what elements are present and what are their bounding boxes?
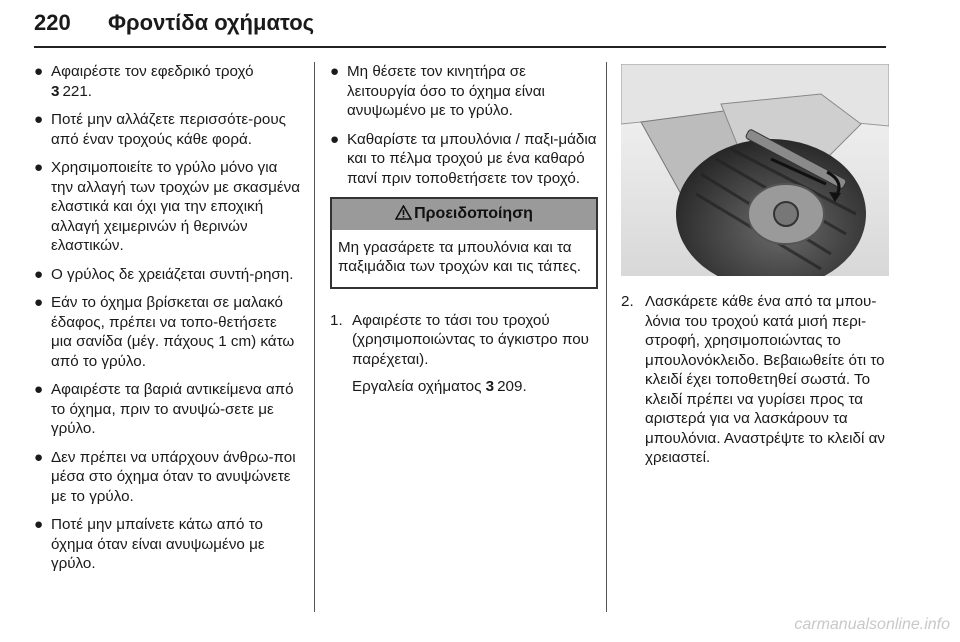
watermark: carmanualsonline.info — [794, 616, 950, 633]
bullet-icon: ● — [330, 63, 340, 80]
page-reference[interactable]: 221. — [62, 82, 93, 100]
bullet-icon: ● — [34, 448, 44, 466]
bullet-icon: ● — [34, 294, 44, 311]
list-item: ● Ποτέ μην μπαίνετε κάτω από το όχημα όταν είναι ανυψωμένο με γρύλο. — [34, 516, 265, 572]
bullet-icon: ● — [34, 111, 44, 128]
bullet-icon: ● — [330, 130, 340, 148]
warning-box — [330, 197, 598, 289]
warning-title: Προειδοποίηση — [414, 205, 533, 222]
column-3 — [621, 292, 889, 476]
column-1 — [34, 62, 300, 583]
wheel-bolt-illustration — [621, 64, 889, 276]
bullet-list — [330, 62, 598, 188]
page-reference[interactable]: 209. — [497, 378, 527, 395]
page-reference-arrow-icon: 3 — [51, 82, 60, 100]
step-number: 2. — [621, 293, 634, 310]
tools-reference: Εργαλεία οχήματος 3 209. — [352, 378, 527, 395]
bullet-icon: ● — [34, 265, 44, 283]
list-item: ● Ο γρύλος δε χρειάζεται συντή-ρηση. — [34, 265, 294, 283]
step-text: Αφαιρέστε το τάσι του τροχού (χρησιμοποιώντας το άγκιστρο που παρέχεται). — [352, 311, 589, 368]
page-title: Φροντίδα οχήματος — [108, 10, 315, 35]
warning-triangle-icon — [395, 205, 412, 220]
bullet-icon: ● — [34, 159, 44, 176]
step-item — [330, 311, 598, 370]
list-item: ● Μη θέσετε τον κινητήρα σε λειτουργία όσο το όχημα είναι ανυψωμένο με το γρύλο. — [330, 63, 545, 119]
list-item: ● Ποτέ μην αλλάζετε περισσότε-ρους από έναν τροχούς κάθε φορά. — [34, 111, 286, 148]
list-item: ● Δεν πρέπει να υπάρχουν άνθρω-ποι μέσα στο όχημα όταν το ανυψώνετε με το γρύλο. — [34, 448, 296, 505]
list-item: ● Καθαρίστε τα μπουλόνια / παξι-μάδια και το πέλμα τροχού με ένα καθαρό πανί πριν τοποθετήσετε τον τροχό. — [330, 130, 597, 187]
list-item: ● Εάν το όχημα βρίσκεται σε μαλακό έδαφος, πρέπει να τοπο-θετήσετε μια σανίδα (μέγ. πάχους 1 cm) κάτω από το γρύλο. — [34, 294, 295, 370]
warning-body: Μη γρασάρετε τα μπουλόνια και τα παξιμάδια των τροχών και τις τάπες. — [338, 238, 581, 275]
step-text: Λασκάρετε κάθε ένα από τα μπου-λόνια του τροχού κατά μισή περι-στροφή, χρησιμοποιώντας το μπουλονόκλειδο. Βεβαιωθείτε ότι το κλειδί έχει τοποθετηθεί σωστά. Το κλειδί πρέπει να γυρίσει προς τα αριστερά για να λασκάρουν τα μπουλόνια. Αναστρέψτε το κλειδί αν χρειαστεί. — [645, 293, 885, 466]
bullet-icon: ● — [34, 381, 44, 398]
list-item: ● Χρησιμοποιείτε το γρύλο μόνο για την αλλαγή των τροχών με σκασμένα ελαστικά και όχι για την εποχική αλλαγή χειμερινών ή θερινών ελαστικών. — [34, 159, 300, 254]
bullet-list — [34, 62, 300, 574]
bullet-icon: ● — [34, 516, 44, 533]
page-header — [34, 10, 886, 48]
column-2 — [330, 62, 598, 397]
bullet-icon: ● — [34, 63, 44, 80]
warning-header — [332, 199, 596, 230]
list-item: ● Αφαιρέστε τα βαριά αντικείμενα από το όχημα, πριν το ανυψώ-σετε με γρύλο. — [34, 381, 294, 437]
list-item: ● Αφαιρέστε τον εφεδρικό τροχό 3 221. — [34, 63, 254, 100]
page-number: 220 — [34, 10, 71, 35]
page-reference-arrow-icon: 3 — [485, 378, 495, 395]
wheel-bolt-loosening-illustration-icon — [621, 64, 889, 276]
step-number: 1. — [330, 311, 343, 329]
column-divider — [314, 62, 315, 612]
step-item — [621, 292, 889, 468]
step-list — [330, 311, 598, 397]
column-divider — [606, 62, 607, 612]
